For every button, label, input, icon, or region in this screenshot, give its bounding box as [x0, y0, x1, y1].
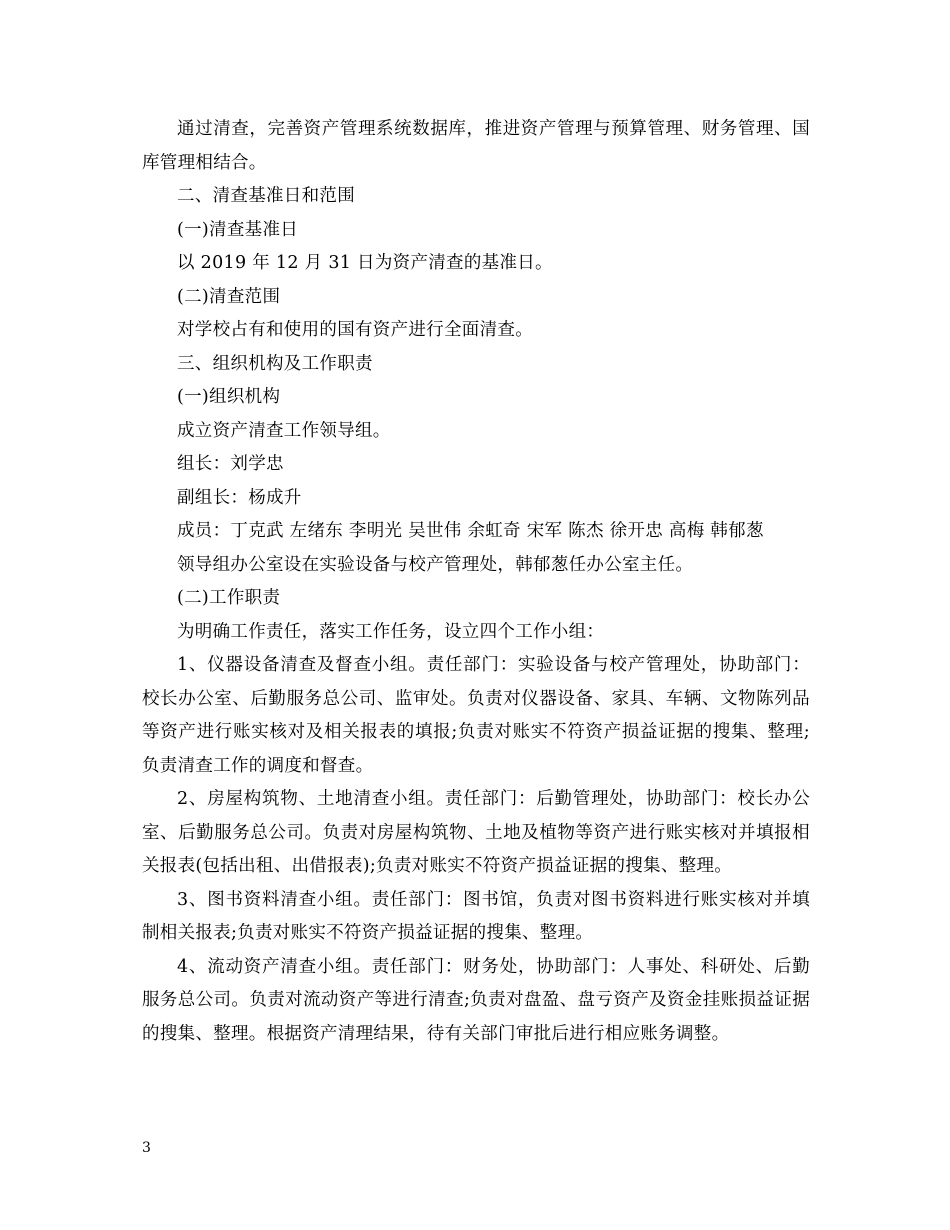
- subsection-heading-scope: (二)清查范围: [177, 286, 281, 307]
- paragraph-group-1: 1、仪器设备清查及督查小组。责任部门：实验设备与校产管理处，协助部门：校长办公室、后勤服务总公司、监审处。负责对仪器设备、家具、车辆、文物陈列品等资产进行账实核对及相关报表的填报;负责对账实不符资产损益证据的搜集、整理;负责清查工作的调度和督查。: [142, 655, 810, 776]
- document-body: [142, 113, 810, 1051]
- page-number: 3: [142, 1140, 151, 1156]
- subsection-heading-base-date: (一)清查基准日: [177, 219, 299, 240]
- paragraph-group-3: 3、图书资料清查小组。责任部门：图书馆，负责对图书资料进行账实核对并填制相关报表;负责对账实不符资产损益证据的搜集、整理。: [142, 889, 810, 943]
- subsection-heading-duties: (二)工作职责: [177, 588, 281, 608]
- paragraph-group-2: 2、房屋构筑物、土地清查小组。责任部门：后勤管理处，协助部门：校长办公室、后勤服务总公司。负责对房屋构筑物、土地及植物等资产进行账实核对并填报相关报表(包括出租、出借报表);负责对账实不符资产损益证据的搜集、整理。: [142, 789, 810, 876]
- paragraph-group-4: 4、流动资产清查小组。责任部门：财务处，协助部门：人事处、科研处、后勤服务总公司。负责对流动资产等进行清查;负责对盘盈、盘亏资产及资金挂账损益证据的搜集、整理。根据资产清理结果，待有关部门审批后进行相应账务调整。: [142, 956, 810, 1044]
- section-heading-scope: 二、清查基准日和范围: [177, 186, 355, 206]
- paragraph-leadership-group: 成立资产清查工作领导组。: [177, 420, 391, 441]
- paragraph-office: 领导组办公室设在实验设备与校产管理处，韩郁葱任办公室主任。: [177, 554, 694, 575]
- subsection-heading-organization: (一)组织机构: [177, 387, 281, 407]
- paragraph-deputy-leader: 副组长：杨成升: [177, 487, 302, 508]
- section-heading-organization: 三、组织机构及工作职责: [177, 353, 373, 374]
- paragraph-members: 成员：丁克武 左绪东 李明光 吴世伟 余虹奇 宋军 陈杰 徐开忠 高梅 韩郁葱: [177, 521, 764, 541]
- paragraph-duties-intro: 为明确工作责任，落实工作任务，设立四个工作小组：: [177, 621, 605, 642]
- paragraph-base-date: 以 2019 年 12 月 31 日为资产清查的基准日。: [177, 253, 553, 273]
- paragraph-group-leader: 组长：刘学忠: [177, 454, 284, 474]
- paragraph-scope: 对学校占有和使用的国有资产进行全面清查。: [177, 320, 533, 340]
- paragraph-intro: 通过清查，完善资产管理系统数据库，推进资产管理与预算管理、财务管理、国库管理相结合。: [142, 119, 810, 173]
